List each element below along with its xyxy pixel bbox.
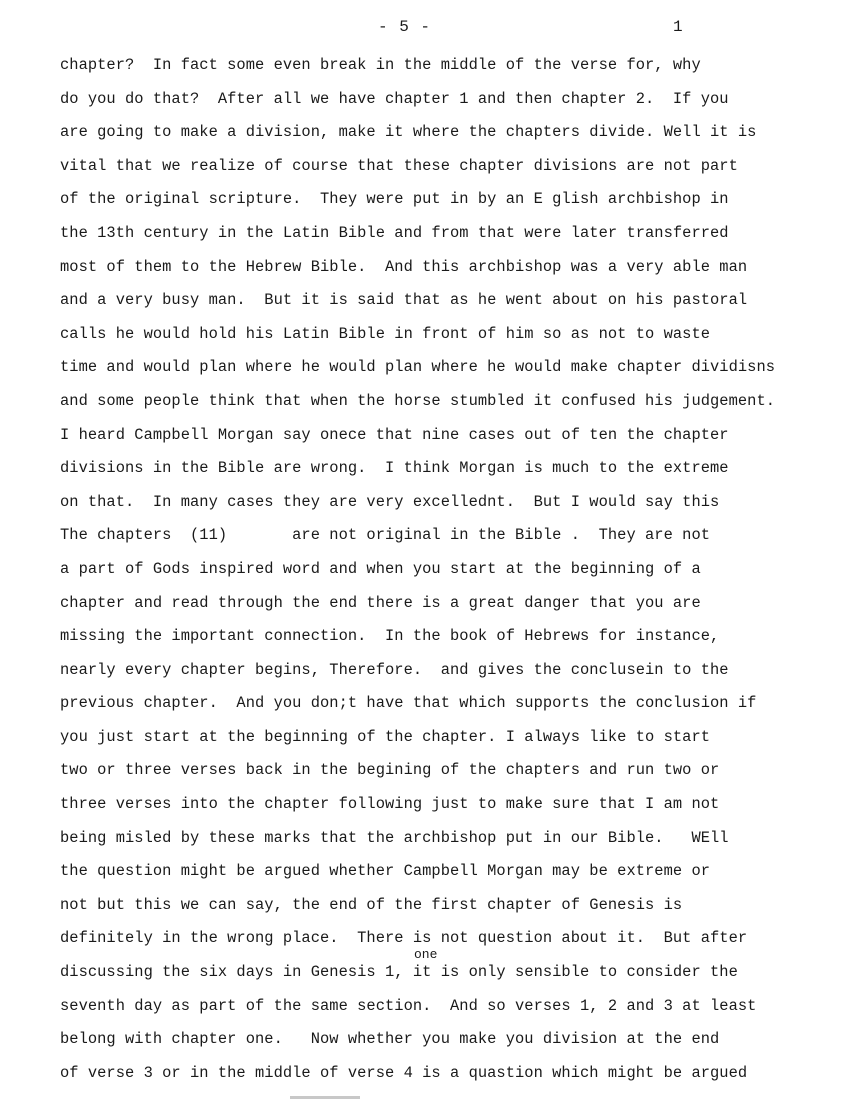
text-line: seventh day as part of the same section. And so verses 1, 2 and 3 at least [60, 996, 757, 1015]
text-line: previous chapter. And you don;t have that which supports the conclusion if [60, 694, 757, 713]
page-header [0, 14, 853, 44]
text-line: discussing the six days in Genesis 1, it is only sensible to consider the [60, 963, 738, 982]
text-line: being misled by these marks that the archbishop put in our Bible. WEll [60, 828, 729, 847]
text-line: of the original scripture. They were put in by an E glish archbishop in [60, 190, 729, 209]
interlinear-insertion: one [414, 947, 438, 962]
text-line: you just start at the beginning of the chapter. I always like to start [60, 727, 711, 746]
text-line: definitely in the wrong place. There is not question about it. But after [60, 929, 748, 948]
text-line: the 13th century in the Latin Bible and from that were later transferred [60, 223, 729, 242]
typed-body-text [0, 49, 853, 1090]
text-line: chapter and read through the end there is a great danger that you are [60, 593, 701, 612]
text-line: chapter? In fact some even break in the middle of the verse for, why [60, 56, 701, 74]
text-line: I heard Campbell Morgan say onece that nine cases out of ten the chapter [60, 425, 729, 444]
sheet-mark: 1 [673, 18, 683, 36]
text-line: The chapters (11) are not original in the Bible . They are not [60, 526, 711, 545]
text-line: divisions in the Bible are wrong. I think Morgan is much to the extreme [60, 459, 729, 478]
text-line: time and would plan where he would plan where he would make chapter dividisns [60, 358, 776, 377]
text-line: on that. In many cases they are very excellednt. But I would say this [60, 492, 720, 511]
text-line: vital that we realize of course that these chapter divisions are not part [60, 156, 738, 175]
text-line: calls he would hold his Latin Bible in front of him so as not to waste [60, 324, 711, 343]
text-line: missing the important connection. In the book of Hebrews for instance, [60, 627, 720, 646]
text-line: most of them to the Hebrew Bible. And this archbishop was a very able man [60, 257, 748, 276]
text-line: the question might be argued whether Campbell Morgan may be extreme or [60, 862, 711, 881]
text-line: are going to make a division, make it where the chapters divide. Well it is [60, 123, 757, 142]
text-line: do you do that? After all we have chapter 1 and then chapter 2. If you [60, 89, 729, 108]
text-line: nearly every chapter begins, Therefore. and gives the conclusein to the [60, 660, 729, 679]
text-line: two or three verses back in the begining of the chapters and run two or [60, 761, 720, 780]
page-number: - 5 - [378, 18, 432, 36]
scan-smudge [290, 1096, 360, 1099]
text-line: not but this we can say, the end of the first chapter of Genesis is [60, 895, 683, 914]
text-line: a part of Gods inspired word and when you start at the beginning of a [60, 559, 701, 578]
text-line: of verse 3 or in the middle of verse 4 is a quastion which might be argued [60, 1063, 748, 1082]
text-line: and a very busy man. But it is said that as he went about on his pastoral [60, 291, 748, 310]
text-line: belong with chapter one. Now whether you make you division at the end [60, 1030, 720, 1049]
text-line: three verses into the chapter following just to make sure that I am not [60, 795, 720, 814]
text-line: and some people think that when the horse stumbled it confused his judgement. [60, 391, 776, 410]
